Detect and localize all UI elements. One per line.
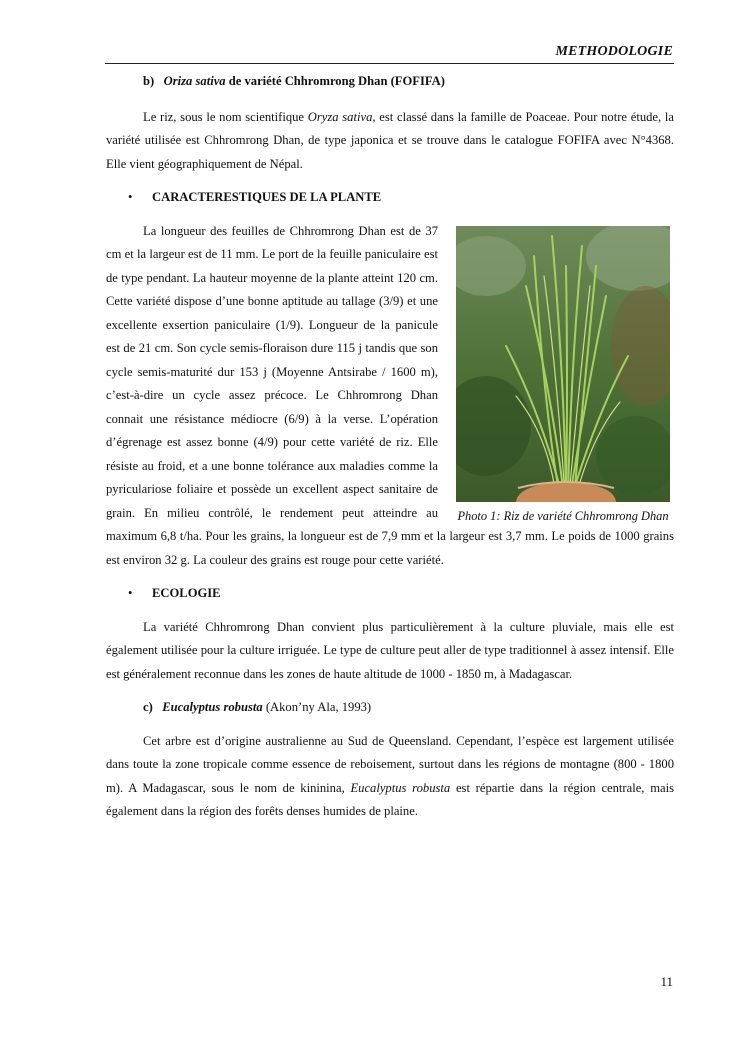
page-content [106,70,674,824]
rice-intro-text-2: , est classé dans la famille de Poaceae. Pour notre étude, la variété utilisée est Chhromrong Dhan, de type japonica et se trouve dans le catalogue FOFIFA avec N°4368. Elle vient géographiquement de Népal. [106,109,674,171]
rice-characteristics-paragraph: La longueur des feuilles de Chhromrong Dhan est de 37 cm et la largeur est de 11 mm. Le port de la feuille paniculaire est de type pendant. La hauteur moyenne de la plante atteint 120 cm. Cette variété dispose d’une bonne aptitude au tallage (3/9) et une excellente exsertion paniculaire (1/9). Longueur de la panicule est de 21 cm. Son cycle semis-floraison dure 115 j tandis que son cycle semis-maturité dur 153 j (Moyenne Antsirabe / 1600 m), c’est-à-dire un cycle assez précoce. Le Chhromrong Dhan connait une résistance médiocre (6/9) à la verse. L’opération d’égrenage est assez bonne (4/9) pour cette variété de riz. Elle résiste au froid, et a une bonne tolérance aux maladies comme la pyriculariose foliaire et possède un excellent aspect sanitaire de grain. En milieu contrôlé, le rendement peut atteindre au maximum 6,8 t/ha. Pour les grains, la longueur est de 7,9 mm et la largeur est 3,7 mm. Le poids de 1000 grains est environ 32 g. La couleur des grains est rouge pour cette variété. [106,223,674,567]
bullet-ecology [106,582,674,606]
bullet-dot: • [128,190,133,204]
eucalyptus-paragraph [106,730,674,824]
rice-photo-figure [452,226,674,524]
eucalyptus-text-1: Cet arbre est d’origine australienne au Sud de Queensland. Cependant, l’espèce est largement utilisée dans toute la zone tropicale comme essence de reboisement, surtout dans les régions de montagne (800 - 1800 m). A Madagascar, sous le nom de kininina, [106,733,674,795]
rice-intro-paragraph [106,106,674,177]
running-header-title: METHODOLOGIE [555,44,673,59]
subsection-c-species: Eucalyptus robusta [162,700,263,714]
subsection-b-title: de variété Chhromrong Dhan (FOFIFA) [225,74,445,88]
rice-ecology-paragraph: La variété Chhromrong Dhan convient plus particulièrement à la culture pluviale, mais elle est également utilisée pour la culture irriguée. Le type de culture peut aller de type traditionnel à assez intensif. Elle est généralement reconnue dans les zones de haute altitude de 1000 - 1850 m, à Madagascar. [106,619,674,681]
subsection-c-label: c) [143,700,153,714]
rice-plant-photo [456,226,670,502]
rice-photo-caption: Photo 1: Riz de variété Chhromrong Dhan [457,508,669,523]
bullet-dot: • [128,586,133,600]
bullet-characteristics-label: CARACTERESTIQUES DE LA PLANTE [152,190,382,204]
page-number: 11 [660,974,673,989]
subsection-c-heading [106,696,674,720]
rice-intro-species: Oryza sativa [307,109,373,124]
eucalyptus-species: Eucalyptus robusta [350,780,451,795]
eucalyptus-text-2: est répartie dans la région centrale, mais également dans la région des forêts denses humides de plaine. [106,780,674,818]
subsection-b-heading [106,70,674,94]
subsection-c-title: (Akon’ny Ala, 1993) [262,700,372,714]
bullet-characteristics [106,186,674,210]
header-rule [105,63,674,64]
bullet-ecology-label: ECOLOGIE [152,586,221,600]
subsection-b-label: b) [143,74,155,88]
rice-intro-text-1: Le riz, sous le nom scientifique [143,109,308,124]
subsection-b-species: Oriza sativa [163,74,226,88]
